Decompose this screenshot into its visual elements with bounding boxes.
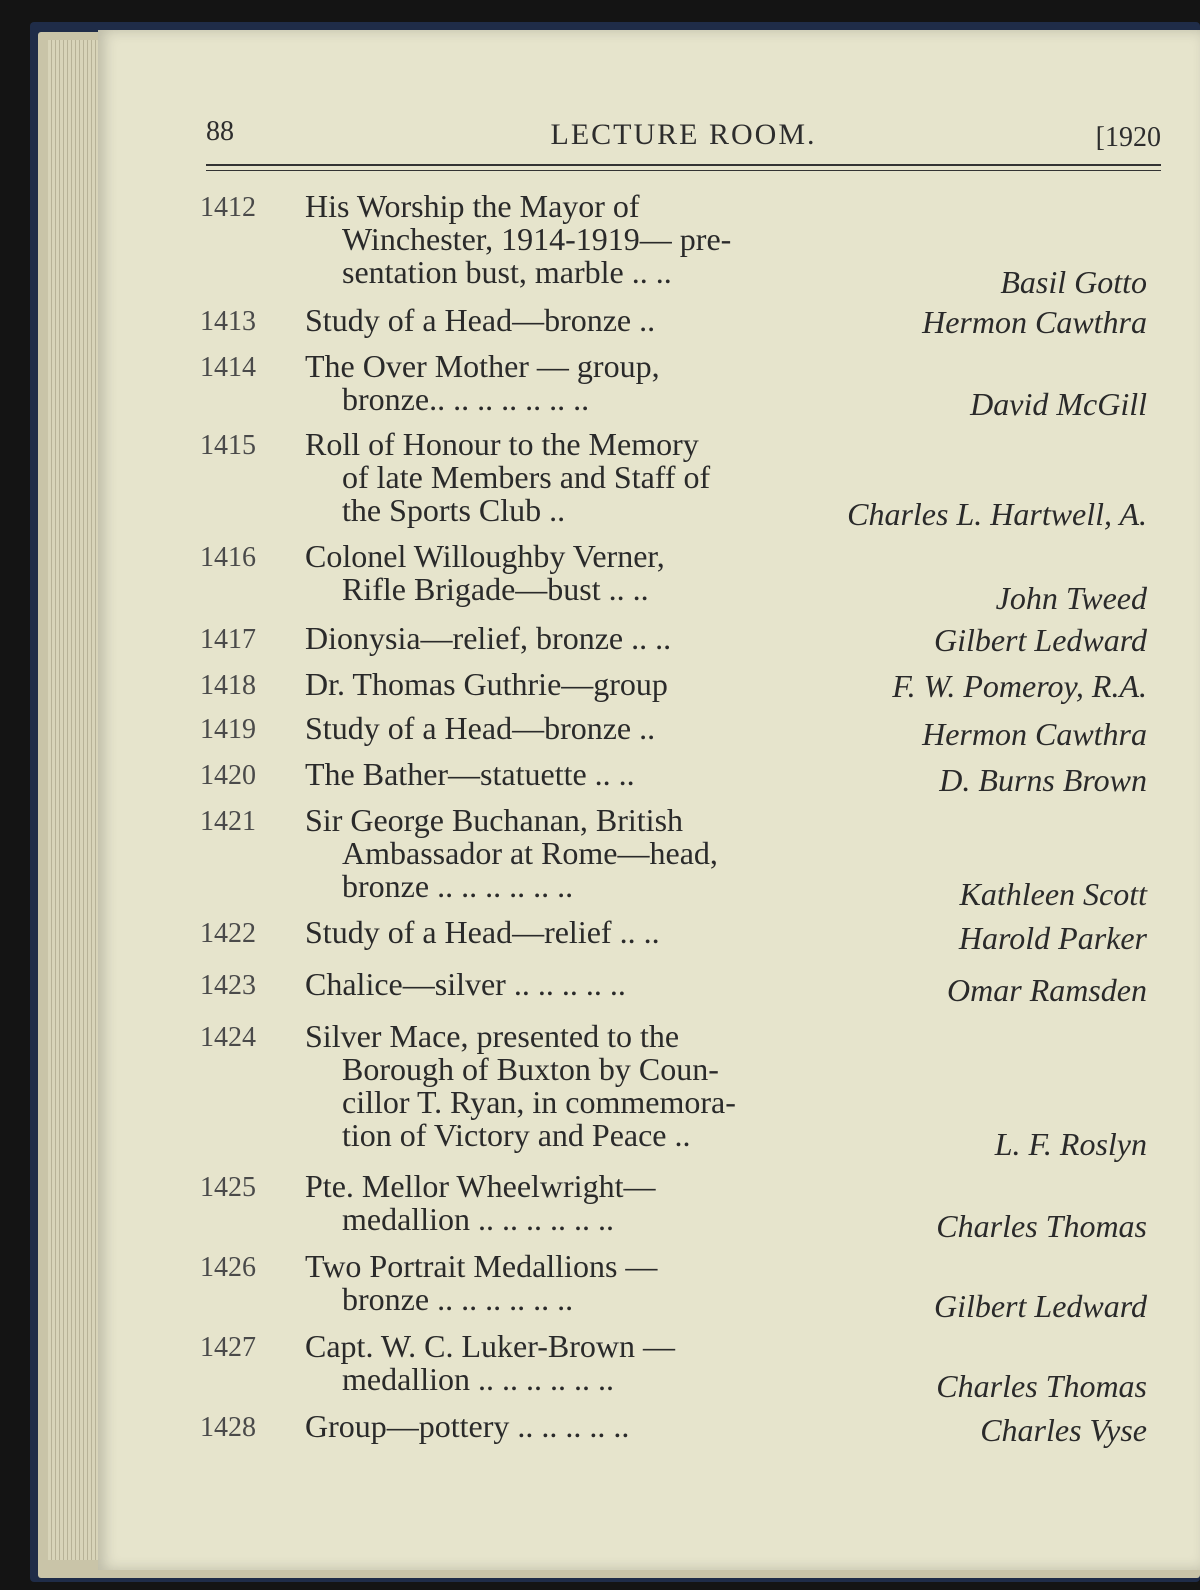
description-line: Dionysia—relief, bronze .. .. <box>305 620 672 656</box>
description-line: the Sports Club .. <box>342 492 566 528</box>
entry-artist: Kathleen Scott <box>959 876 1147 912</box>
entry-number: 1416 <box>200 542 256 573</box>
description-line: Silver Mace, presented to the <box>305 1018 680 1054</box>
description-line: Study of a Head—bronze .. <box>305 710 656 746</box>
description-line: Ambassador at Rome—head, <box>342 835 718 871</box>
entry-description <box>305 668 845 701</box>
description-line: Roll of Honour to the Memory <box>305 426 699 462</box>
entry-artist: Charles Thomas <box>936 1368 1147 1404</box>
entry-artist: Charles Thomas <box>936 1208 1147 1244</box>
entry-number: 1420 <box>200 760 256 791</box>
entry-number: 1422 <box>200 918 256 949</box>
entry-description <box>305 1020 845 1152</box>
entry-artist: D. Burns Brown <box>939 762 1147 798</box>
entry-number: 1424 <box>200 1022 256 1053</box>
entry-number: 1419 <box>200 714 256 745</box>
entry-number: 1414 <box>200 352 256 383</box>
entry-number: 1426 <box>200 1252 256 1283</box>
description-line: His Worship the Mayor of <box>305 188 640 224</box>
entry-description <box>305 350 845 416</box>
catalogue-entries <box>190 180 1165 1470</box>
description-line: Study of a Head—relief .. .. <box>305 914 660 950</box>
entry-number: 1425 <box>200 1172 256 1203</box>
entry-description <box>305 1410 845 1443</box>
entry-description <box>305 804 845 903</box>
entry-artist: F. W. Pomeroy, R.A. <box>892 668 1147 704</box>
entry-number: 1421 <box>200 806 256 837</box>
entry-number: 1423 <box>200 970 256 1001</box>
description-line: Pte. Mellor Wheelwright— <box>305 1168 656 1204</box>
entry-number: 1417 <box>200 624 256 655</box>
entry-description <box>305 1170 845 1236</box>
entry-description <box>305 428 845 527</box>
description-line: Dr. Thomas Guthrie—group <box>305 666 668 702</box>
description-line: of late Members and Staff of <box>342 459 711 495</box>
header-rule-thin <box>206 170 1161 171</box>
description-line: The Bather—statuette .. .. <box>305 756 635 792</box>
description-line: Two Portrait Medallions — <box>305 1248 658 1284</box>
description-line: Study of a Head—bronze .. <box>305 302 656 338</box>
description-line: The Over Mother — group, <box>305 348 660 384</box>
page-edges <box>48 40 98 1560</box>
page-number: 88 <box>206 116 234 147</box>
description-line: Rifle Brigade—bust .. .. <box>342 571 649 607</box>
description-line: Group—pottery .. .. .. .. .. <box>305 1408 630 1444</box>
entry-number: 1413 <box>200 306 256 337</box>
entry-artist: Hermon Cawthra <box>922 716 1147 752</box>
entry-number: 1418 <box>200 670 256 701</box>
description-line: Capt. W. C. Luker-Brown — <box>305 1328 675 1364</box>
description-line: bronze .. .. .. .. .. .. <box>342 868 574 904</box>
entry-number: 1428 <box>200 1412 256 1443</box>
header-year: [1920 <box>1095 122 1161 153</box>
entry-description <box>305 758 845 791</box>
description-line: sentation bust, marble .. .. <box>342 254 672 290</box>
description-line: Sir George Buchanan, British <box>305 802 684 838</box>
description-line: tion of Victory and Peace .. <box>342 1117 691 1153</box>
entry-artist: Omar Ramsden <box>947 972 1147 1008</box>
entry-description <box>305 190 845 289</box>
entry-artist: Harold Parker <box>958 920 1147 956</box>
entry-description <box>305 1330 845 1396</box>
description-line: bronze.. .. .. .. .. .. .. <box>342 381 590 417</box>
description-line: medallion .. .. .. .. .. .. <box>342 1361 614 1397</box>
description-line: bronze .. .. .. .. .. .. <box>342 1281 574 1317</box>
entry-description <box>305 1250 845 1316</box>
description-line: Chalice—silver .. .. .. .. .. <box>305 966 626 1002</box>
description-line: Colonel Willoughby Verner, <box>305 538 665 574</box>
entry-description <box>305 540 845 606</box>
entry-artist: Charles L. Hartwell, A. <box>847 496 1147 532</box>
description-line: Borough of Buxton by Coun- <box>342 1051 719 1087</box>
entry-number: 1427 <box>200 1332 256 1363</box>
description-line: Winchester, 1914-1919— pre- <box>342 221 732 257</box>
entry-artist: John Tweed <box>995 580 1147 616</box>
entry-artist: L. F. Roslyn <box>994 1126 1147 1162</box>
entry-description <box>305 968 845 1001</box>
entry-artist: Hermon Cawthra <box>922 304 1147 340</box>
entry-number: 1412 <box>200 192 256 223</box>
description-line: cillor T. Ryan, in commemora- <box>342 1084 736 1120</box>
page-title: LECTURE ROOM. <box>550 118 817 151</box>
entry-description <box>305 916 845 949</box>
entry-artist: Gilbert Ledward <box>933 622 1147 658</box>
running-header <box>206 112 1161 162</box>
entry-artist: Basil Gotto <box>1000 264 1147 300</box>
description-line: medallion .. .. .. .. .. .. <box>342 1201 614 1237</box>
entry-description <box>305 304 845 337</box>
entry-number: 1415 <box>200 430 256 461</box>
entry-description <box>305 712 845 745</box>
header-rule <box>206 164 1161 166</box>
entry-artist: David McGill <box>970 386 1147 422</box>
entry-artist: Gilbert Ledward <box>933 1288 1147 1324</box>
entry-artist: Charles Vyse <box>980 1412 1147 1448</box>
entry-description <box>305 622 845 655</box>
